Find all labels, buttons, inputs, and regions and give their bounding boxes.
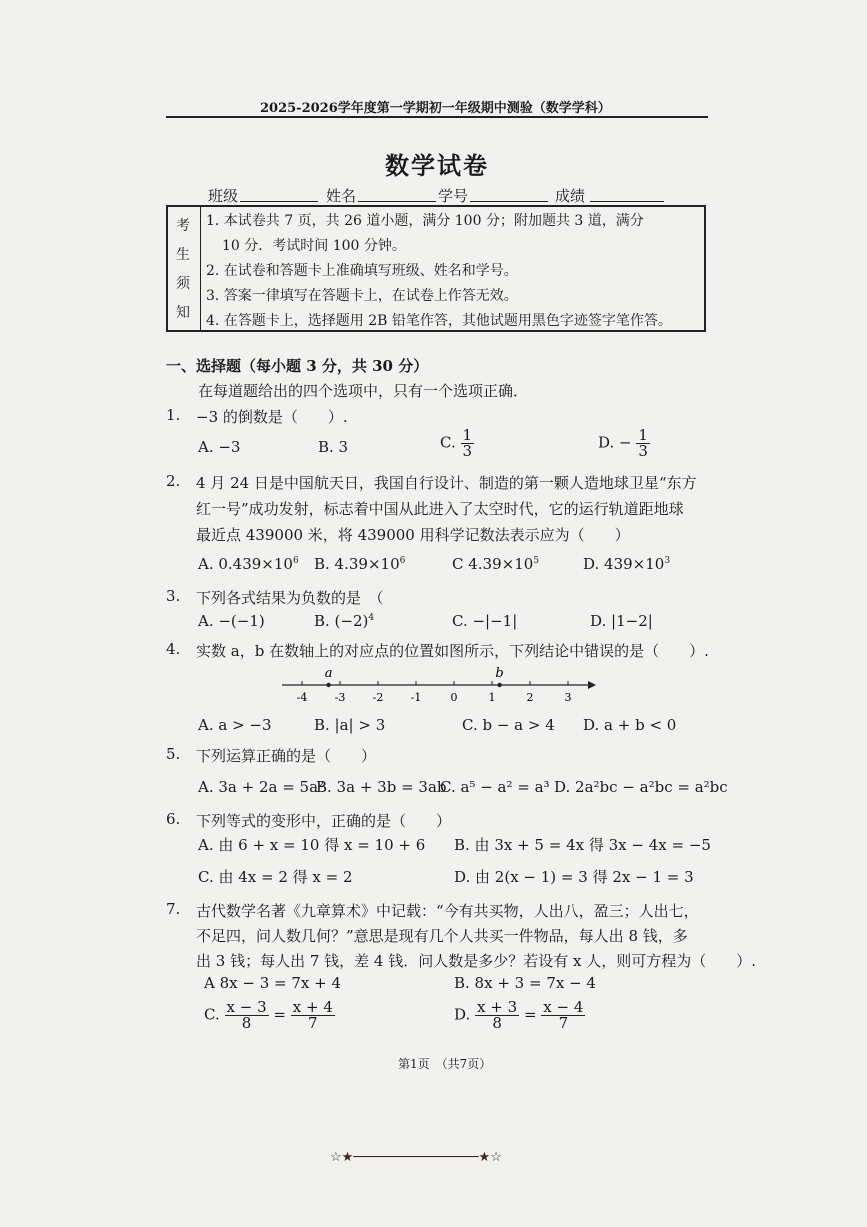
section-title: 一、选择题（每小题 3 分，共 30 分） bbox=[166, 357, 429, 375]
notice-item: 3. 答案一律填写在答题卡上，在试卷上作答无效。 bbox=[206, 288, 518, 304]
option-b[interactable]: B. 由 3x + 5 = 4x 得 3x − 4x = −5 bbox=[454, 836, 711, 854]
option-c[interactable] bbox=[204, 1000, 335, 1031]
number-line-tick-label: 1 bbox=[488, 691, 496, 704]
question-stem: 4 月 24 日是中国航天日，我国自行设计、制造的第一颗人造地球卫星“东方 bbox=[196, 474, 697, 492]
option-a[interactable]: A 8x − 3 = 7x + 4 bbox=[204, 974, 342, 992]
option-a[interactable]: A. −3 bbox=[198, 438, 241, 456]
option-c-prefix: C. bbox=[440, 433, 456, 452]
question-number: 4. bbox=[166, 640, 181, 658]
fraction-numerator: x + 4 bbox=[292, 998, 333, 1016]
fraction-denominator: 8 bbox=[492, 1014, 502, 1032]
option-d-prefix: D. − bbox=[598, 433, 632, 452]
fraction-denominator: 7 bbox=[308, 1014, 318, 1032]
question-stem: 实数 a，b 在数轴上的对应点的位置如图所示，下列结论中错误的是（ ）. bbox=[196, 642, 709, 660]
notice-item: 2. 在试卷和答题卡上准确填写班级、姓名和学号。 bbox=[206, 263, 518, 279]
option-d[interactable] bbox=[583, 555, 670, 573]
page-title: 数学试卷 bbox=[385, 151, 489, 180]
option-d[interactable] bbox=[598, 428, 650, 459]
fraction-denominator: 7 bbox=[558, 1014, 569, 1032]
fraction-denominator: 8 bbox=[241, 1014, 252, 1032]
name-field[interactable] bbox=[358, 185, 436, 202]
fraction-numerator: x − 4 bbox=[543, 998, 584, 1016]
option-text: C 4.39×10 bbox=[452, 555, 534, 573]
number-line-tick-label: -2 bbox=[372, 691, 384, 704]
option-c[interactable]: C. −|−1| bbox=[452, 612, 518, 630]
class-field[interactable] bbox=[240, 185, 318, 202]
option-b[interactable] bbox=[314, 612, 374, 630]
fraction bbox=[541, 1000, 585, 1031]
fraction-numerator: x − 3 bbox=[226, 998, 267, 1016]
option-text: B. (−2) bbox=[314, 612, 369, 630]
point-a-dot bbox=[326, 683, 330, 687]
exponent: 3 bbox=[664, 556, 671, 566]
option-a[interactable] bbox=[198, 555, 299, 573]
option-d[interactable]: D. |1−2| bbox=[590, 612, 653, 630]
option-text: D. 439×10 bbox=[583, 555, 665, 573]
score-field[interactable] bbox=[590, 185, 664, 202]
option-b[interactable]: B. 3 bbox=[318, 438, 349, 456]
notice-side-label bbox=[168, 207, 201, 330]
info-class-label: 班级 bbox=[208, 187, 239, 205]
point-a-label: a bbox=[324, 666, 333, 681]
question-stem: −3 的倒数是（ ）. bbox=[196, 408, 348, 426]
option-b[interactable]: B. |a| > 3 bbox=[314, 716, 386, 734]
page-footer: 第1页 （共7页） bbox=[398, 1057, 492, 1071]
option-b[interactable] bbox=[314, 555, 405, 573]
number-line-tick-label: -1 bbox=[410, 691, 422, 704]
option-c[interactable] bbox=[440, 428, 474, 459]
number-line bbox=[280, 665, 600, 705]
exam-header: 2025-2026学年度第一学期初一年级期中测验（数学学科） bbox=[260, 101, 611, 116]
option-d-prefix: D. bbox=[454, 1005, 471, 1024]
option-d[interactable]: D. 2a²bc − a²bc = a²bc bbox=[554, 778, 728, 796]
option-d[interactable]: D. 由 2(x − 1) = 3 得 2x − 1 = 3 bbox=[454, 868, 694, 886]
option-b[interactable]: B. 3a + 3b = 3ab bbox=[316, 778, 447, 796]
question-number: 7. bbox=[166, 900, 181, 918]
notice-side-char: 知 bbox=[176, 305, 190, 321]
question-number: 3. bbox=[166, 587, 181, 605]
option-a[interactable]: A. a > −3 bbox=[198, 716, 272, 734]
fraction bbox=[225, 1000, 269, 1031]
option-c[interactable]: C. b − a > 4 bbox=[462, 716, 555, 734]
notice-item: 4. 在答题卡上，选择题用 2B 铅笔作答，其他试题用黑色字迹签字笔作答。 bbox=[206, 313, 672, 329]
question-stem: 下列运算正确的是（ ） bbox=[196, 747, 377, 765]
fraction-denominator: 3 bbox=[638, 442, 648, 460]
fraction-numerator: x + 3 bbox=[477, 998, 518, 1016]
equals-sign: = bbox=[273, 1005, 286, 1024]
number-line-tick-label: 3 bbox=[564, 691, 572, 704]
option-c[interactable]: C. 由 4x = 2 得 x = 2 bbox=[198, 868, 353, 886]
number-line-tick-label: 0 bbox=[450, 691, 458, 704]
question-stem: 古代数学名著《九章算术》中记载：“今有共买物，人出八，盈三；人出七， bbox=[196, 902, 699, 920]
number-line-arrow bbox=[588, 681, 596, 689]
info-id-label: 学号 bbox=[438, 187, 469, 205]
option-text: B. 4.39×10 bbox=[314, 555, 400, 573]
option-a[interactable]: A. 3a + 2a = 5a² bbox=[198, 778, 325, 796]
exponent: 6 bbox=[399, 556, 406, 566]
exponent: 4 bbox=[368, 613, 375, 623]
info-score-label: 成绩 bbox=[555, 187, 586, 205]
question-number: 1. bbox=[166, 406, 181, 424]
exponent: 5 bbox=[533, 556, 540, 566]
equals-sign: = bbox=[523, 1005, 537, 1024]
question-number: 5. bbox=[166, 745, 181, 763]
notice-item: 1. 本试卷共 7 页，共 26 道小题，满分 100 分；附加题共 3 道，满分 bbox=[206, 213, 644, 229]
question-stem: 最近点 439000 米，将 439000 用科学记数法表示应为（ ） bbox=[196, 526, 630, 544]
point-b-label: b bbox=[495, 666, 504, 681]
option-c[interactable]: C. a⁵ − a² = a³ bbox=[440, 778, 550, 796]
notice-side-char: 须 bbox=[176, 276, 190, 292]
question-stem: 不足四，问人数几何？”意思是现有几个人共买一件物品，每人出 8 钱，多 bbox=[196, 927, 688, 945]
fraction bbox=[461, 428, 475, 459]
notice-item: 10 分．考试时间 100 分钟。 bbox=[222, 238, 406, 254]
option-b[interactable]: B. 8x + 3 = 7x − 4 bbox=[454, 974, 596, 992]
question-stem: 红一号”成功发射，标志着中国从此进入了太空时代，它的运行轨道距地球 bbox=[196, 500, 684, 518]
header-rule bbox=[166, 116, 708, 118]
option-d[interactable]: D. a + b < 0 bbox=[583, 716, 677, 734]
option-text: A. 0.439×10 bbox=[198, 555, 293, 573]
question-number: 2. bbox=[166, 472, 181, 490]
question-number: 6. bbox=[166, 810, 181, 828]
option-c-prefix: C. bbox=[204, 1005, 220, 1024]
question-stem: 出 3 钱；每人出 7 钱，差 4 钱．问人数是多少？若设有 x 人，则可方程为（ ）. bbox=[196, 952, 757, 970]
option-a[interactable]: A. 由 6 + x = 10 得 x = 10 + 6 bbox=[198, 836, 426, 854]
exponent: 6 bbox=[292, 556, 299, 566]
point-b-dot bbox=[497, 683, 501, 687]
info-name-label: 姓名 bbox=[326, 187, 357, 205]
number-line-tick-label: -3 bbox=[334, 691, 346, 704]
number-line-tick-label: -4 bbox=[296, 691, 308, 704]
notice-side-char: 考 bbox=[176, 218, 190, 234]
question-stem: 下列各式结果为负数的是 （ bbox=[196, 589, 384, 607]
fraction bbox=[291, 1000, 335, 1031]
fraction-denominator: 3 bbox=[462, 442, 473, 460]
number-line-tick-label: 2 bbox=[526, 691, 534, 704]
fraction-numerator: 1 bbox=[462, 426, 473, 444]
option-a[interactable]: A. −(−1) bbox=[198, 612, 265, 630]
section-desc: 在每道题给出的四个选项中，只有一个选项正确． bbox=[198, 382, 529, 400]
fraction bbox=[475, 1000, 519, 1031]
question-stem: 下列等式的变形中，正确的是（ ） bbox=[196, 812, 452, 830]
student-id-field[interactable] bbox=[470, 185, 548, 202]
option-c[interactable] bbox=[452, 555, 539, 573]
option-d[interactable] bbox=[454, 1000, 585, 1031]
fraction bbox=[636, 428, 650, 459]
notice-side-char: 生 bbox=[176, 247, 190, 263]
decorative-stars: ☆★────────────────★☆ bbox=[330, 1150, 502, 1165]
fraction-numerator: 1 bbox=[638, 426, 648, 444]
